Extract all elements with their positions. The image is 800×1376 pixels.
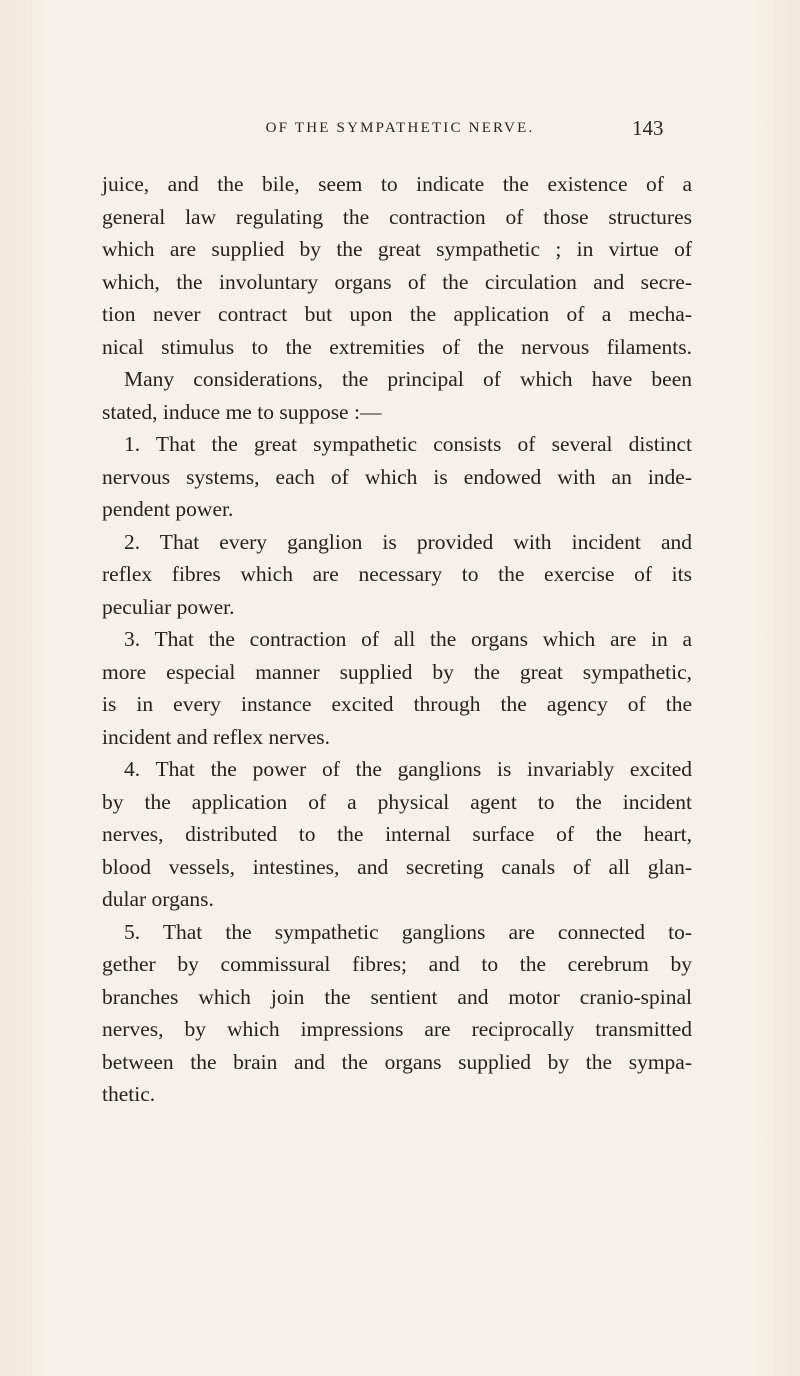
page-header <box>0 118 800 148</box>
text-line: Many considerations, the principal of which have been <box>124 367 692 391</box>
numbered-item-1: 1. That the great sympathetic consists of several distinct <box>124 432 692 456</box>
text-line: between the brain and the organs supplied by the sympa- <box>102 1049 692 1074</box>
text-line: reflex fibres which are necessary to the exercise of its <box>102 562 692 586</box>
text-line: nervous systems, each of which is endowed with an inde- <box>102 464 692 489</box>
text-line: thetic. <box>102 1082 156 1106</box>
text-line: by the application of a physical agent to the incident <box>102 789 692 814</box>
text-line: blood vessels, intestines, and secreting canals of all glan- <box>102 854 692 879</box>
text-line: incident and reflex nerves. <box>102 724 331 749</box>
body-text <box>102 168 692 1111</box>
text-line: which are supplied by the great sympathetic ; in virtue of <box>102 237 692 261</box>
numbered-item-4: 4. That the power of the ganglions is invariably excited <box>124 757 692 781</box>
text-line: is in every instance excited through the agency of the <box>102 692 692 716</box>
text-line: peculiar power. <box>102 594 235 619</box>
page-number: 143 <box>632 116 664 140</box>
text-line: general law regulating the contraction of those structures <box>102 204 692 229</box>
text-line: nical stimulus to the extremities of the nervous filaments. <box>102 334 692 359</box>
numbered-item-3: 3. That the contraction of all the organs which are in a <box>124 627 692 651</box>
text-line: juice, and the bile, seem to indicate the existence of a <box>102 172 692 196</box>
text-line: gether by commissural fibres; and to the cerebrum by <box>102 952 692 976</box>
text-line: tion never contract but upon the application of a mecha- <box>102 302 692 326</box>
numbered-item-5: 5. That the sympathetic ganglions are connected to- <box>124 919 692 944</box>
text-line: nerves, distributed to the internal surface of the heart, <box>102 822 692 846</box>
running-head: OF THE SYMPATHETIC NERVE. <box>265 120 535 136</box>
text-line: which, the involuntary organs of the circulation and secre- <box>102 269 692 294</box>
text-line: stated, induce me to suppose :— <box>102 399 382 424</box>
text-line: pendent power. <box>102 497 234 521</box>
text-line: nerves, by which impressions are reciprocally transmitted <box>102 1017 692 1041</box>
text-line: dular organs. <box>102 887 214 911</box>
numbered-item-2: 2. That every ganglion is provided with incident and <box>124 529 692 554</box>
text-line: more especial manner supplied by the great sympathetic, <box>102 659 692 684</box>
text-line: branches which join the sentient and motor cranio-spinal <box>102 984 692 1009</box>
